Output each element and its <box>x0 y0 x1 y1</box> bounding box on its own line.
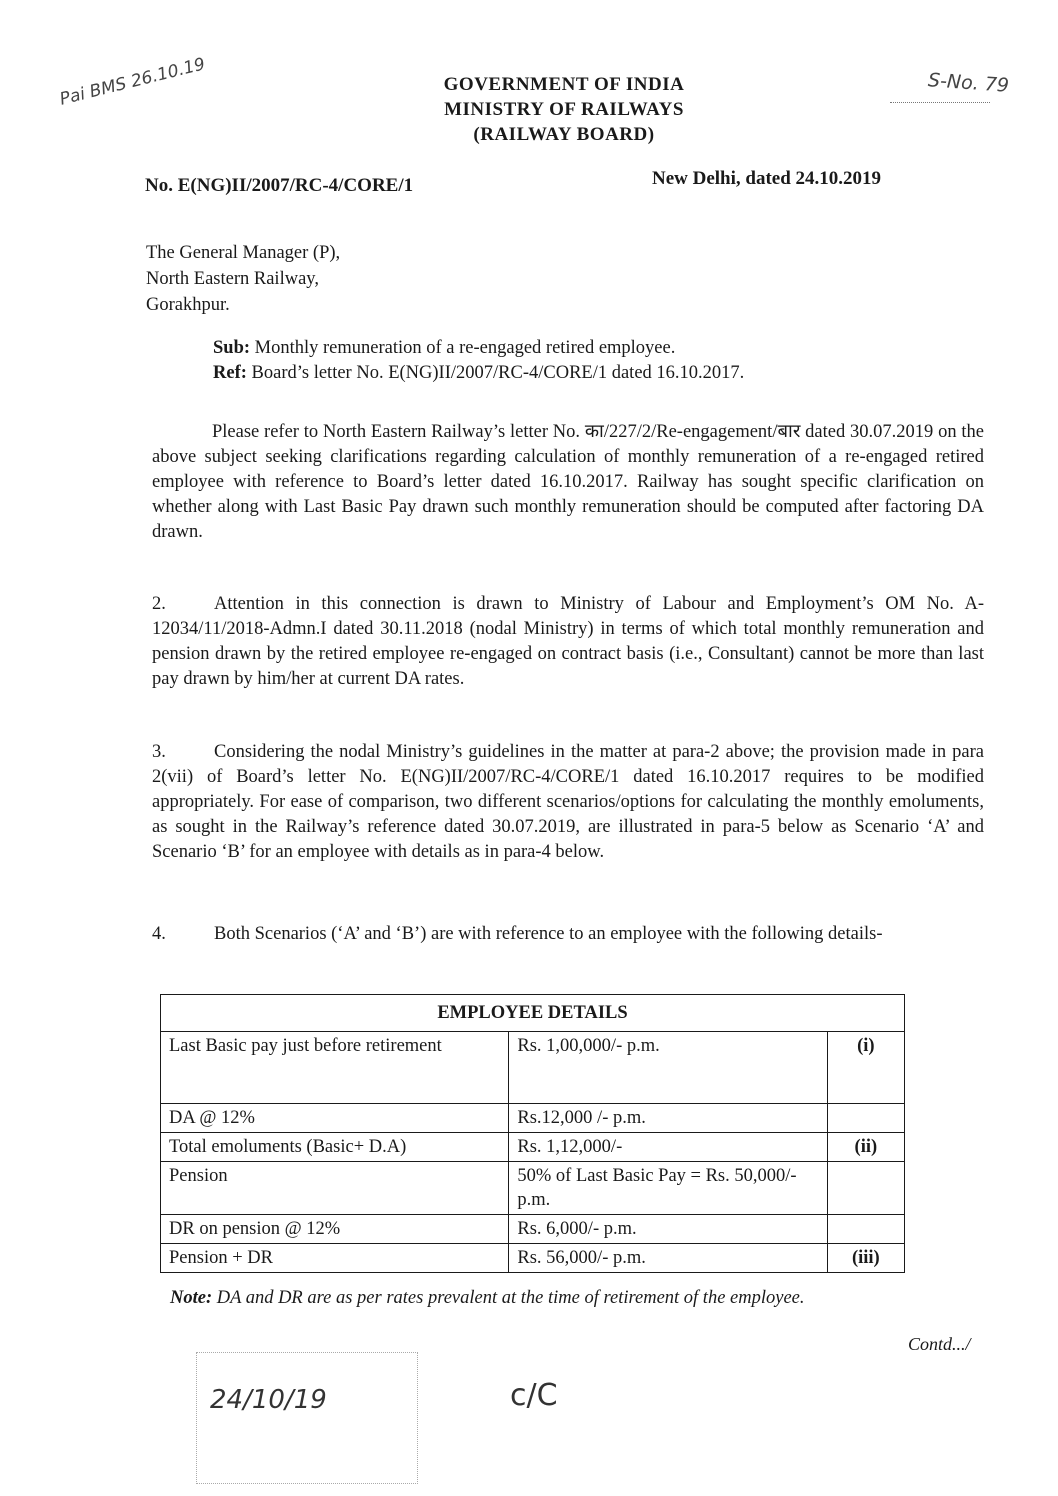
letterhead-board: (RAILWAY BOARD) <box>473 124 655 145</box>
note-label: Note: <box>170 1288 213 1308</box>
table-cell-mark: (ii) <box>827 1133 904 1162</box>
letterhead-government: GOVERNMENT OF INDIA <box>443 74 685 95</box>
paragraph-3 <box>152 740 984 865</box>
continued-marker: Contd.../ <box>908 1334 971 1354</box>
table-cell-value: 50% of Last Basic Pay = Rs. 50,000/- p.m. <box>509 1162 827 1215</box>
paragraph-4 <box>152 922 984 947</box>
table-cell-value: Rs. 6,000/- p.m. <box>509 1215 827 1244</box>
reference-line <box>213 361 744 386</box>
paragraph-2-text: Attention in this connection is drawn to Ministry of Labour and Employment’s OM No. A-12034/11/2018-Admn.I dated 30.11.2018 (nodal Ministry) in terms of which total monthly remuneration and pension drawn by the retired employee re-engaged on contract basis (i.e., Consultant) cannot be more than last pay drawn by him/her at current DA rates. <box>152 594 984 689</box>
table-cell-mark <box>827 1104 904 1133</box>
table-cell-mark <box>827 1162 904 1215</box>
table-cell-mark <box>827 1215 904 1244</box>
table-cell-value: Rs. 56,000/- p.m. <box>509 1244 827 1273</box>
paragraph-4-text: Both Scenarios (‘A’ and ‘B’) are with reference to an employee with the following details- <box>214 924 883 944</box>
table-row <box>161 1215 905 1244</box>
paragraph-1-text: Please refer to North Eastern Railway’s letter No. का/227/2/Re-engagement/बार dated 30.07.2019 on the above subject seeking clarifications regarding calculation of monthly remuneration of a re-engaged retired employee with reference to Board’s letter dated 16.10.2017. Railway has sought specific clarification on whether along with Last Basic Pay drawn such monthly remuneration should be computed after factoring DA drawn. <box>152 422 984 542</box>
note <box>170 1285 1000 1311</box>
table-cell-label: Pension + DR <box>161 1244 509 1273</box>
subject-line <box>213 336 744 361</box>
table-cell-value: Rs.12,000 /- p.m. <box>509 1104 827 1133</box>
table-row <box>161 1032 905 1104</box>
table-cell-label: Pension <box>161 1162 509 1215</box>
table-cell-mark: (i) <box>827 1032 904 1104</box>
subject-block <box>213 336 744 386</box>
letterhead-ministry: MINISTRY OF RAILWAYS <box>444 99 684 120</box>
table-title-row <box>161 995 905 1032</box>
address-line-3: Gorakhpur. <box>146 295 230 315</box>
recipient-address <box>146 240 340 318</box>
paragraph-3-text: Considering the nodal Ministry’s guidelines in the matter at para-2 above; the provision made in para 2(vii) of Board’s letter No. E(NG)II/2007/RC-4/CORE/1 dated 16.10.2017 requires to be modified appropriately. For ease of comparison, two different scenarios/options for calculating the monthly emoluments, as sought in the Railway’s reference dated 30.07.2019, are illustrated in para-5 below as Scenario ‘A’ and Scenario ‘B’ for an employee with details as in para-4 below. <box>152 742 984 862</box>
table-row <box>161 1162 905 1215</box>
table-cell-label: DR on pension @ 12% <box>161 1215 509 1244</box>
letter-reference-number: No. E(NG)II/2007/RC-4/CORE/1 <box>145 175 414 196</box>
table-cell-value: Rs. 1,00,000/- p.m. <box>509 1032 827 1104</box>
reference-label: Ref: <box>213 363 247 383</box>
reference-text: Board’s letter No. E(NG)II/2007/RC-4/CORE/1 dated 16.10.2017. <box>251 363 745 383</box>
table-row <box>161 1104 905 1133</box>
subject-text: Monthly remuneration of a re-engaged retired employee. <box>254 338 676 358</box>
table-cell-mark: (iii) <box>827 1244 904 1273</box>
handwritten-cc-mark: c/C <box>510 1378 558 1413</box>
address-line-2: North Eastern Railway, <box>146 269 319 289</box>
handwritten-note-top-left: Pai BMS 26.10.19 <box>57 54 208 110</box>
stamp-area <box>196 1352 418 1484</box>
paragraph-2 <box>152 592 984 692</box>
letterhead <box>0 72 1058 147</box>
paragraph-3-number: 3. <box>152 742 166 762</box>
paragraph-1 <box>152 420 984 545</box>
table-row <box>161 1133 905 1162</box>
table-row <box>161 1244 905 1273</box>
table-title: EMPLOYEE DETAILS <box>161 995 905 1032</box>
employee-details-table <box>160 994 905 1273</box>
table-cell-label: Total emoluments (Basic+ D.A) <box>161 1133 509 1162</box>
table-cell-label: DA @ 12% <box>161 1104 509 1133</box>
letter-place-date: New Delhi, dated 24.10.2019 <box>652 168 882 189</box>
handwritten-serial-number: S-No. 79 <box>927 69 1010 97</box>
note-text: DA and DR are as per rates prevalent at the time of retirement of the employee. <box>216 1288 805 1308</box>
table-cell-value: Rs. 1,12,000/- <box>509 1133 827 1162</box>
paragraph-4-number: 4. <box>152 924 166 944</box>
handwritten-initials: 24/10/19 <box>210 1385 327 1415</box>
table-cell-label: Last Basic pay just before retirement <box>161 1032 509 1104</box>
paragraph-2-number: 2. <box>152 594 166 614</box>
subject-label: Sub: <box>213 338 251 358</box>
address-line-1: The General Manager (P), <box>146 243 341 263</box>
